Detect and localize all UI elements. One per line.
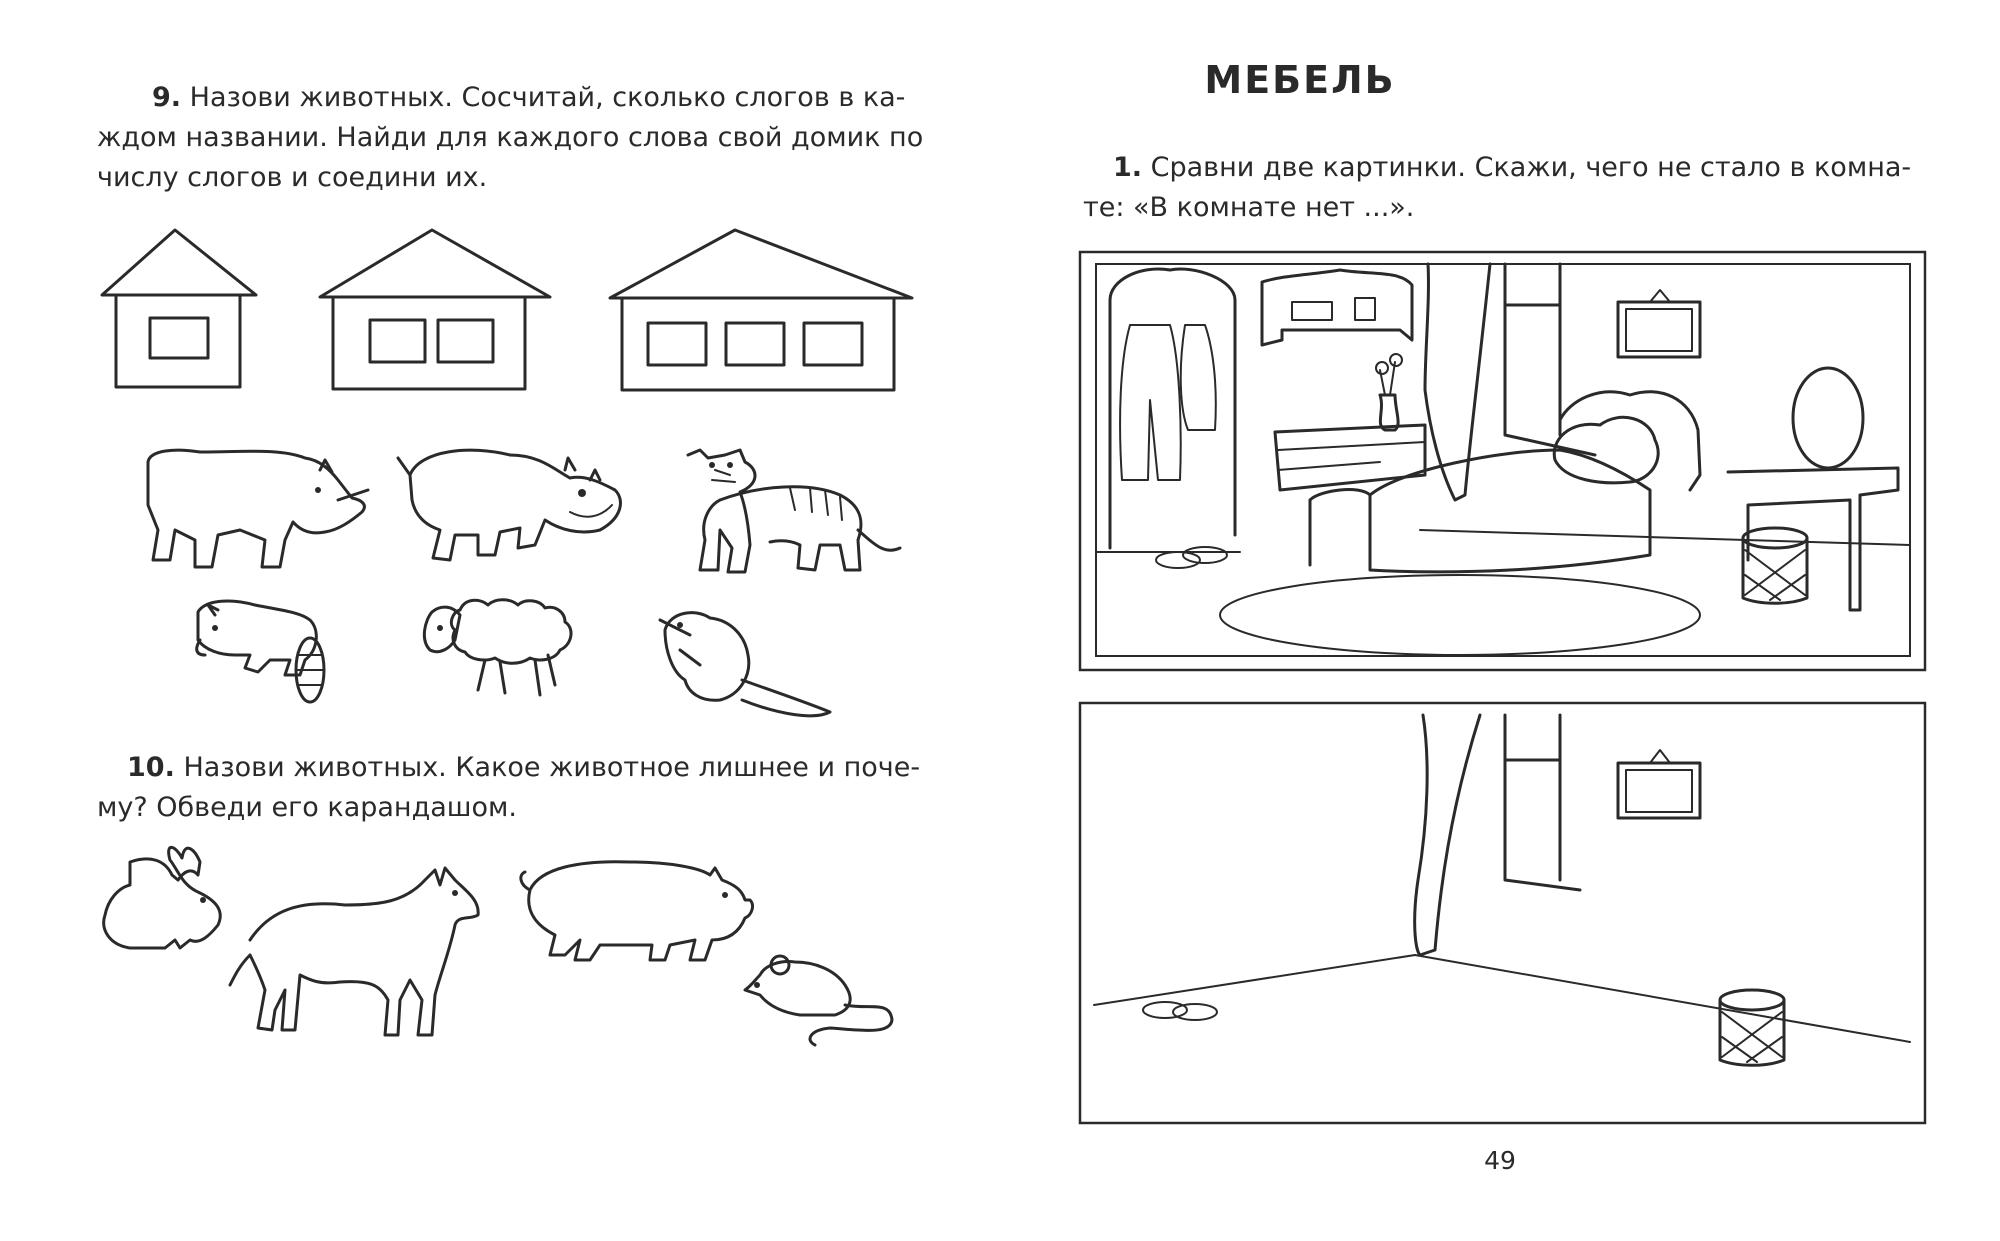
- section-title: МЕБЕЛЬ: [1204, 58, 1396, 102]
- picture-full-room[interactable]: [1080, 252, 1925, 670]
- task-9-line-1: Назови животных. Сосчитай, сколько слогов в ка-: [189, 82, 906, 113]
- task-9-number: 9.: [152, 82, 182, 113]
- picture-empty-room[interactable]: [1080, 703, 1925, 1123]
- shelf-icon[interactable]: [1262, 270, 1412, 345]
- dresser-icon[interactable]: [1275, 425, 1425, 490]
- slippers-icon[interactable]: [1143, 1002, 1217, 1020]
- task-1-line-1: Сравни две картинки. Скажи, чего не стало в комна-: [1150, 152, 1912, 183]
- wardrobe-icon[interactable]: [1110, 269, 1235, 548]
- task-9-line-2: ждом названии. Найди для каждого слова свой домик по: [97, 122, 924, 153]
- slippers-icon[interactable]: [1156, 547, 1227, 568]
- task-10-line-2: му? Обведи его карандашом.: [97, 792, 517, 823]
- curtain-icon[interactable]: [1425, 264, 1490, 500]
- task-10-number: 10.: [127, 752, 175, 783]
- window-icon[interactable]: [1505, 715, 1580, 890]
- curtain-icon[interactable]: [1415, 715, 1480, 955]
- page-number: 49: [1484, 1146, 1516, 1175]
- pouf-icon[interactable]: [1720, 990, 1784, 1065]
- vanity-table-icon[interactable]: [1728, 368, 1898, 610]
- task-10-line-1: Назови животных. Какое животное лишнее и поче-: [183, 752, 921, 783]
- task-1-line-2: те: «В комнате нет ...».: [1083, 192, 1415, 223]
- task-9-line-3: числу слогов и соедини их.: [97, 162, 488, 193]
- task-1-number: 1.: [1113, 152, 1143, 183]
- wall-picture-icon[interactable]: [1618, 290, 1700, 357]
- wall-picture-icon[interactable]: [1618, 750, 1700, 818]
- vase-icon[interactable]: [1376, 354, 1402, 430]
- rug-icon[interactable]: [1220, 575, 1700, 655]
